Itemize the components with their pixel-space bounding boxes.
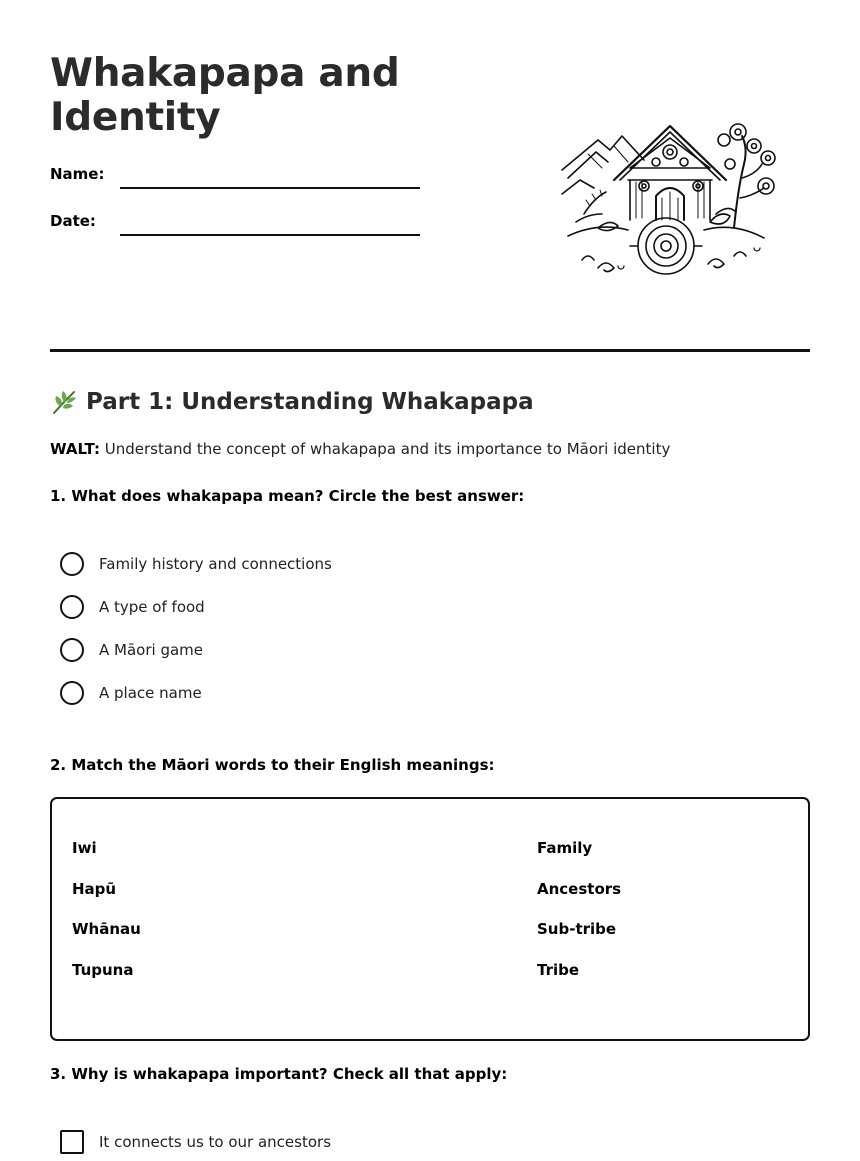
english-meaning[interactable]: Ancestors — [537, 880, 622, 898]
question-3: 3. Why is whakapapa important? Check all that apply: — [50, 1065, 508, 1083]
page-title: Whakapapa and Identity — [50, 51, 400, 140]
date-field[interactable] — [120, 234, 420, 236]
option-label: A Māori game — [99, 641, 203, 659]
english-meaning[interactable]: Tribe — [537, 961, 580, 979]
option-label: It connects us to our ancestors — [99, 1133, 332, 1151]
q1-option[interactable] — [60, 551, 332, 577]
q1-option[interactable] — [60, 637, 203, 663]
radio-circle[interactable] — [60, 595, 84, 619]
walt-label: WALT: — [50, 440, 100, 458]
question-1: 1. What does whakapapa mean? Circle the best answer: — [50, 487, 525, 505]
leaf-icon — [50, 388, 78, 416]
name-field[interactable] — [120, 187, 420, 189]
matching-box — [50, 797, 810, 1041]
maori-word[interactable]: Whānau — [72, 920, 141, 938]
radio-circle[interactable] — [60, 638, 84, 662]
name-label: Name: — [50, 165, 105, 183]
maori-word[interactable]: Iwi — [72, 839, 97, 857]
wharenui-illustration — [558, 118, 784, 284]
question-2: 2. Match the Māori words to their English meanings: — [50, 756, 495, 774]
option-label: Family history and connections — [99, 555, 332, 573]
q1-option[interactable] — [60, 594, 205, 620]
q1-option[interactable] — [60, 680, 202, 706]
walt-statement — [50, 440, 670, 458]
radio-circle[interactable] — [60, 681, 84, 705]
maori-word[interactable]: Hapū — [72, 880, 117, 898]
checkbox[interactable] — [60, 1130, 84, 1154]
part1-heading-text: Part 1: Understanding Whakapapa — [86, 389, 534, 415]
section-divider — [50, 349, 810, 352]
date-label: Date: — [50, 212, 96, 230]
part1-heading — [50, 388, 534, 416]
option-label: A place name — [99, 684, 202, 702]
maori-word[interactable]: Tupuna — [72, 961, 134, 979]
english-meaning[interactable]: Sub-tribe — [537, 920, 617, 938]
english-meaning[interactable]: Family — [537, 839, 593, 857]
q3-option[interactable] — [60, 1129, 331, 1155]
walt-text: Understand the concept of whakapapa and its importance to Māori identity — [99, 440, 671, 458]
option-label: A type of food — [99, 598, 205, 616]
radio-circle[interactable] — [60, 552, 84, 576]
